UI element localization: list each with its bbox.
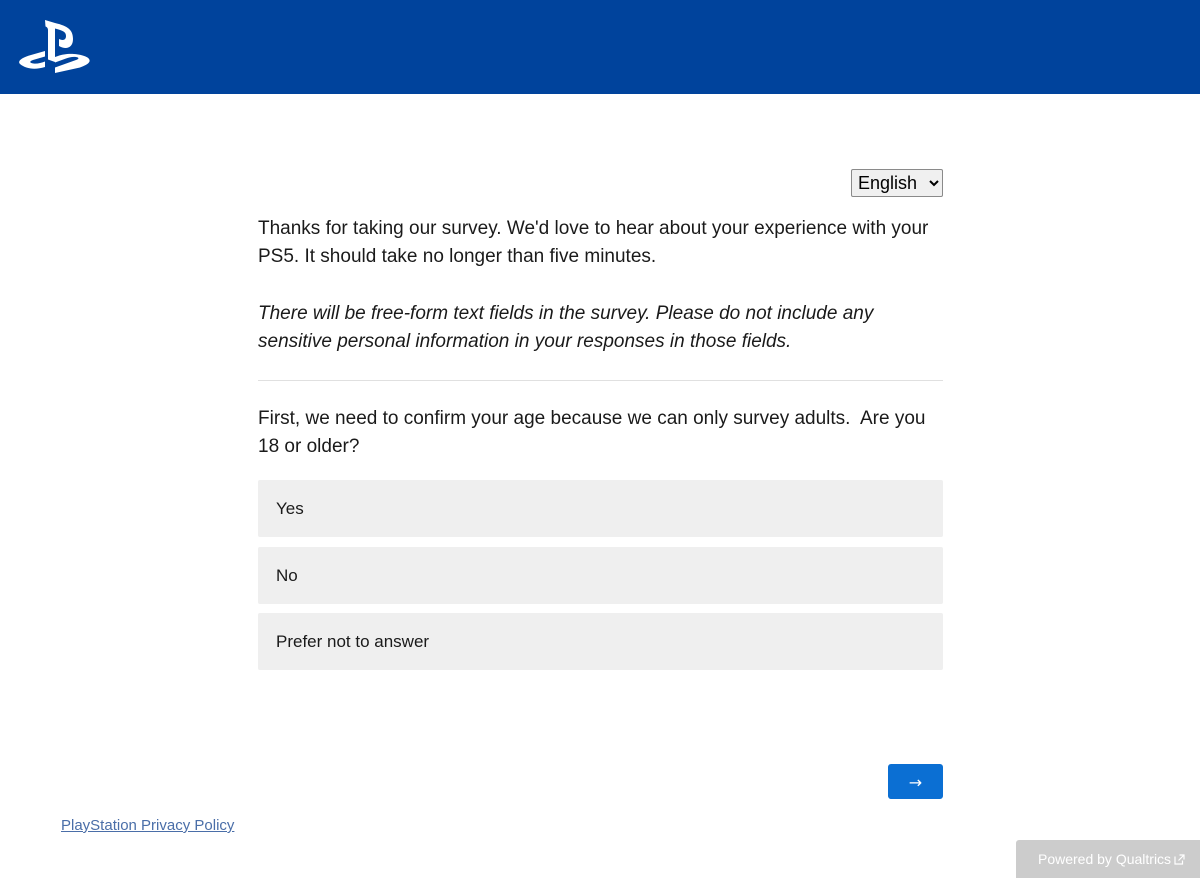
age-question-text: First, we need to confirm your age because we can only survey adults. Are you 18 or older? xyxy=(258,408,931,457)
site-header xyxy=(0,0,1200,94)
choice-prefer-not-to-answer[interactable]: Prefer not to answer xyxy=(258,613,943,670)
privacy-notice-text: There will be free-form text fields in the survey. Please do not include any sensitive personal information in your responses in those fields. xyxy=(258,303,874,352)
language-select[interactable] xyxy=(851,169,943,197)
powered-by-label: Powered by Qualtrics xyxy=(1038,851,1172,867)
choice-yes[interactable]: Yes xyxy=(258,480,943,537)
intro-text: Thanks for taking our survey. We'd love to hear about your experience with your PS5. It should take no longer than five minutes. xyxy=(258,218,929,267)
playstation-logo-icon xyxy=(18,18,92,76)
privacy-policy-link[interactable]: PlayStation Privacy Policy xyxy=(61,817,235,834)
next-button[interactable]: → xyxy=(888,764,943,799)
choice-no[interactable]: No xyxy=(258,547,943,604)
external-link-icon xyxy=(1174,854,1185,865)
section-divider xyxy=(258,380,943,381)
powered-by-qualtrics-link[interactable] xyxy=(1016,840,1200,878)
